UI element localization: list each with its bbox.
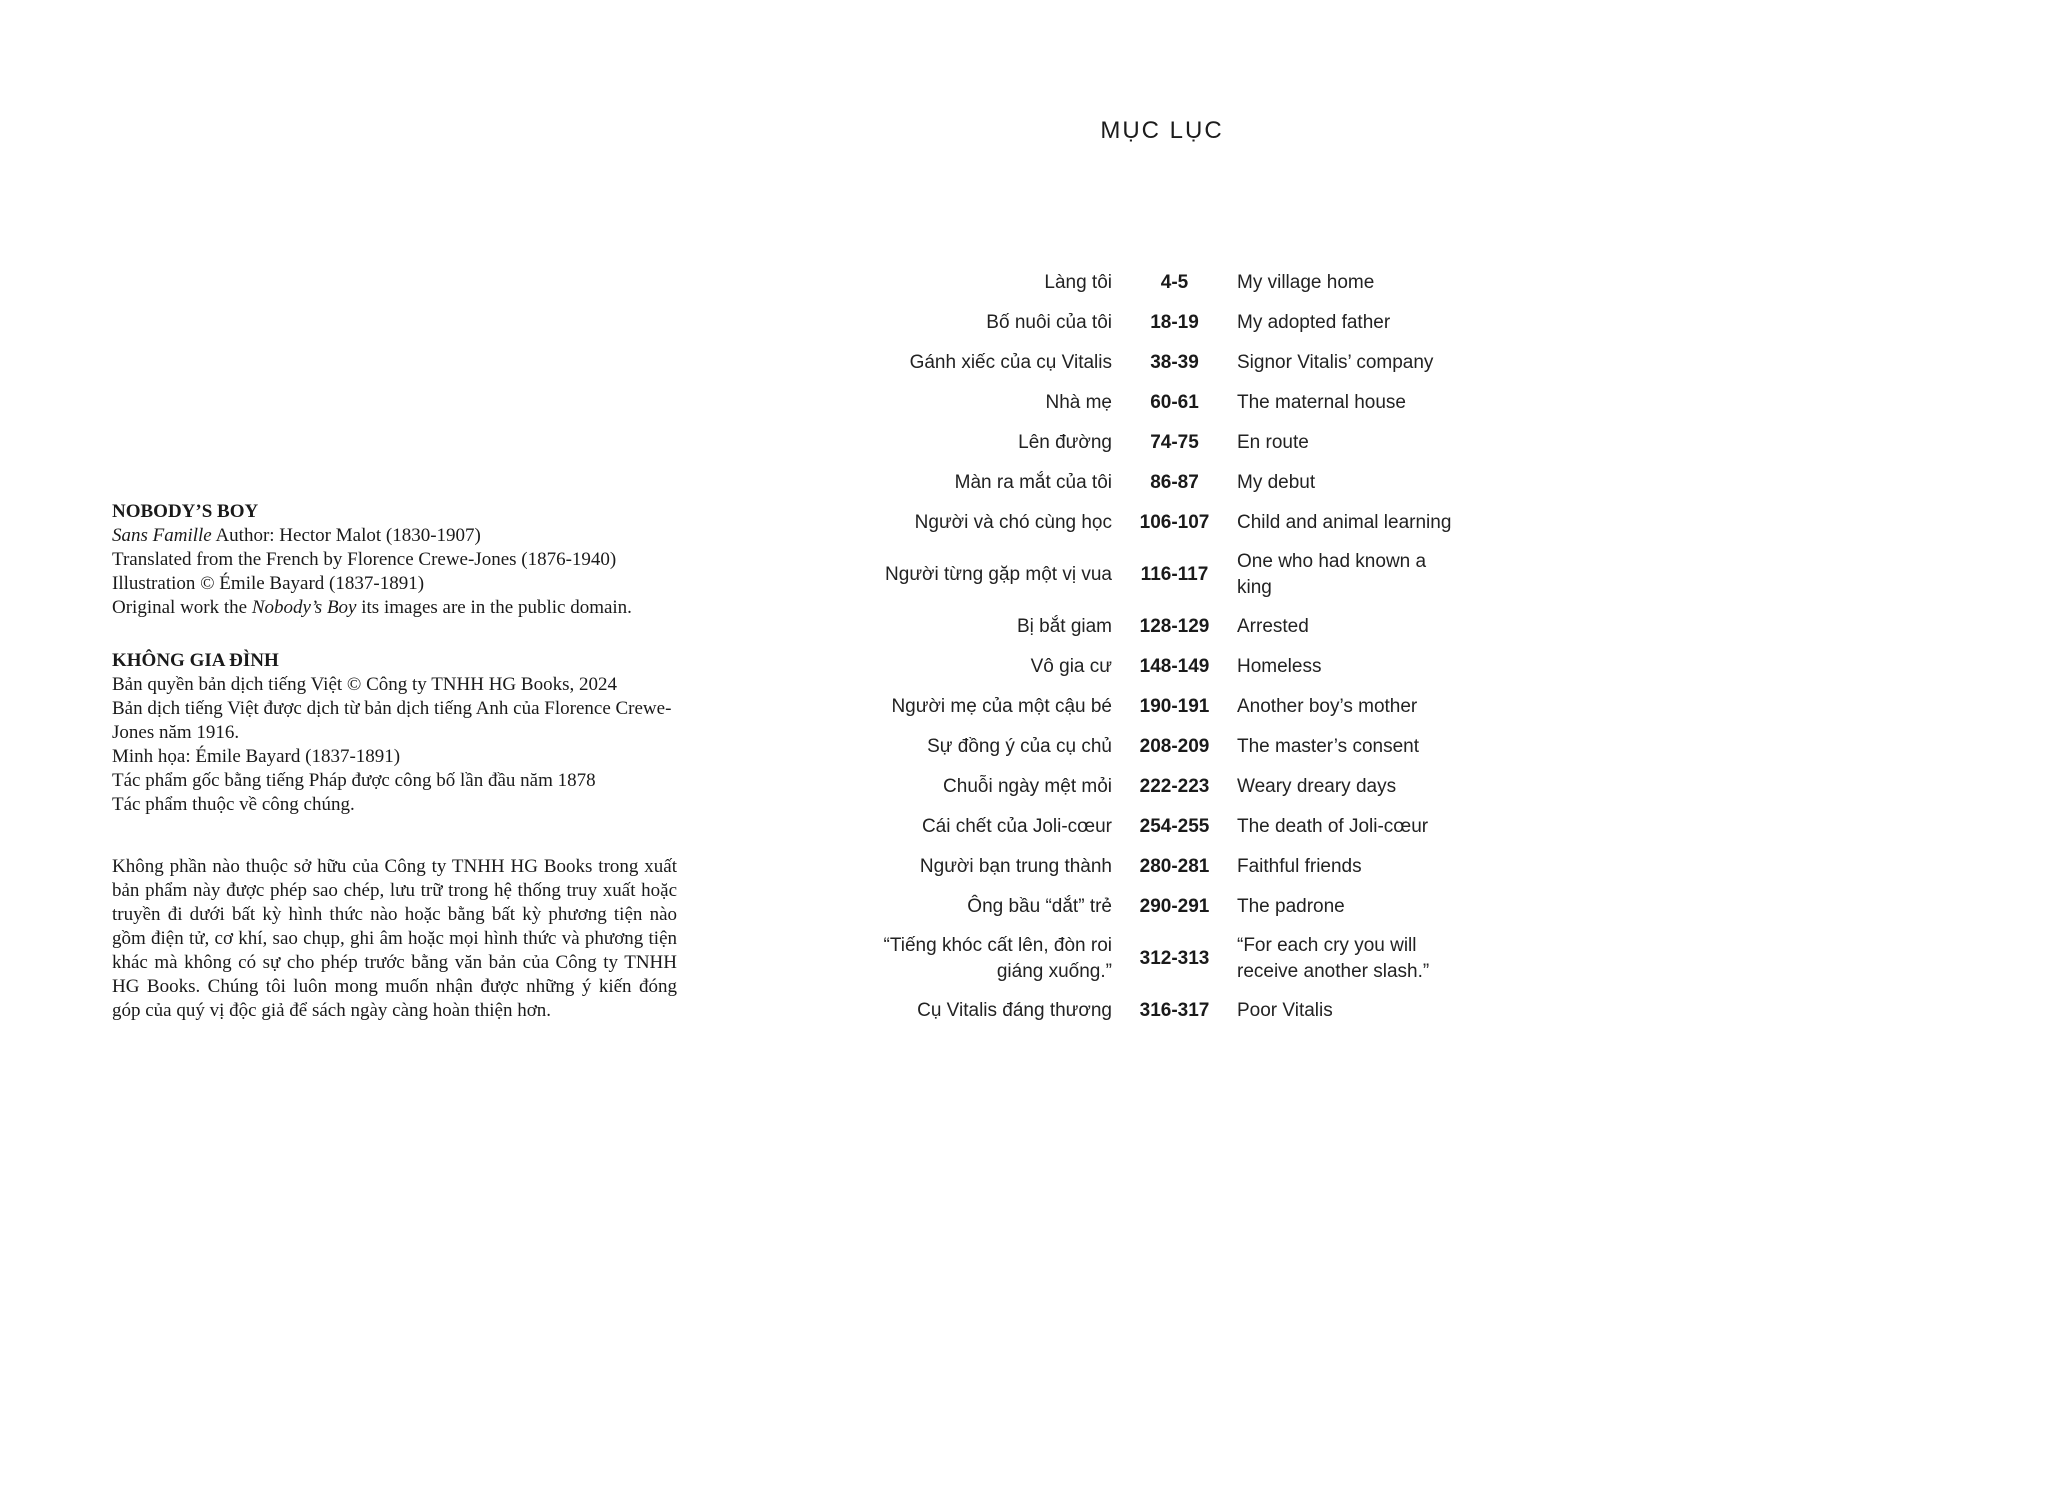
toc-title-vietnamese: Cái chết của Joli-cœur bbox=[921, 816, 1112, 837]
toc-page-range: 222-223 bbox=[1139, 776, 1210, 797]
toc-title-english: “For each cry you will receive another slash.” bbox=[1237, 935, 1430, 982]
toc-row bbox=[862, 927, 1462, 991]
toc-title-vietnamese: Chuỗi ngày mệt mỏi bbox=[943, 776, 1112, 797]
colophon-line-public-domain-vi: Tác phẩm thuộc về công chúng. bbox=[112, 794, 355, 815]
toc-title-vietnamese: Bố nuôi của tôi bbox=[986, 312, 1112, 333]
toc-row bbox=[862, 607, 1462, 647]
toc-page-range: 38-39 bbox=[1150, 352, 1199, 373]
toc-row bbox=[862, 887, 1462, 927]
toc-row bbox=[862, 991, 1462, 1031]
toc-title-english: Faithful friends bbox=[1237, 856, 1362, 877]
toc-title-vietnamese: Người mẹ của một cậu bé bbox=[891, 696, 1112, 717]
public-domain-post: its images are in the public domain. bbox=[356, 597, 632, 618]
toc-title-english: The master’s consent bbox=[1237, 736, 1419, 757]
toc-title-english: My adopted father bbox=[1237, 312, 1391, 333]
toc-page-range: 74-75 bbox=[1150, 432, 1199, 453]
toc-page-range: 208-209 bbox=[1139, 736, 1210, 757]
toc-title-english: The padrone bbox=[1237, 896, 1345, 917]
toc-page-range: 18-19 bbox=[1150, 312, 1199, 333]
toc-title-vietnamese: Người bạn trung thành bbox=[919, 856, 1112, 877]
colophon-line-copyright: Bản quyền bản dịch tiếng Việt © Công ty TNHH HG Books, 2024 bbox=[112, 674, 617, 695]
toc-title-vietnamese: Cụ Vitalis đáng thương bbox=[917, 1000, 1112, 1021]
toc-title-vietnamese: Lên đường bbox=[1018, 432, 1112, 453]
toc-title-vietnamese: Ông bầu “dắt” trẻ bbox=[967, 896, 1112, 917]
toc-page-range: 254-255 bbox=[1139, 816, 1210, 837]
toc-page-range: 4-5 bbox=[1160, 272, 1189, 293]
toc-title-vietnamese: Người từng gặp một vị vua bbox=[885, 564, 1112, 585]
toc-row bbox=[862, 503, 1462, 543]
vietnamese-work-title: KHÔNG GIA ĐÌNH bbox=[112, 650, 279, 671]
toc-title-english: One who had known a king bbox=[1237, 551, 1427, 598]
legal-notice-paragraph: Không phần nào thuộc sở hữu của Công ty TNHH HG Books trong xuất bản phẩm này được phép sao chép, lưu trữ trong hệ thống truy xuất hoặc truyền đi dưới bất kỳ hình thức nào hoặc bằng bất kỳ phương tiện nào gồm điện tử, cơ khí, sao chụp, ghi âm hoặc mọi hình thức và phương tiện khác mà không có sự cho phép trước bằng văn bản của Công ty TNHH HG Books. Chúng tôi luôn mong muốn nhận được những ý kiến đóng góp của quý vị độc giả để sách ngày càng hoàn thiện hơn. bbox=[112, 856, 677, 1021]
toc-title-vietnamese: Nhà mẹ bbox=[1045, 392, 1112, 413]
toc-row bbox=[862, 423, 1462, 463]
toc-title-english: My debut bbox=[1237, 472, 1316, 493]
toc-page-range: 60-61 bbox=[1150, 392, 1199, 413]
toc-title-english: Child and animal learning bbox=[1237, 512, 1452, 533]
toc-row bbox=[862, 847, 1462, 887]
colophon-line-first-published: Tác phẩm gốc bằng tiếng Pháp được công bố lần đầu năm 1878 bbox=[112, 770, 596, 791]
colophon-line-author bbox=[112, 524, 677, 548]
toc-title-english: The maternal house bbox=[1237, 392, 1406, 413]
vietnamese-colophon bbox=[112, 649, 677, 817]
toc-title-vietnamese: Bị bắt giam bbox=[1016, 616, 1112, 637]
english-work-title: NOBODY’S BOY bbox=[112, 501, 259, 522]
toc-title-english: Weary dreary days bbox=[1237, 776, 1397, 797]
left-page-colophon bbox=[112, 500, 677, 1023]
toc-title-vietnamese: Vô gia cư bbox=[1030, 656, 1112, 677]
colophon-line-public-domain bbox=[112, 596, 677, 620]
toc-row bbox=[862, 807, 1462, 847]
right-page-table-of-contents bbox=[862, 115, 1462, 1031]
toc-title-english: The death of Joli-cœur bbox=[1237, 816, 1429, 837]
toc-title-vietnamese: Sự đồng ý của cụ chủ bbox=[927, 736, 1112, 757]
toc-page-range: 128-129 bbox=[1139, 616, 1210, 637]
work-title-italic: Nobody’s Boy bbox=[251, 597, 357, 618]
toc-title-vietnamese: Làng tôi bbox=[1044, 272, 1112, 293]
toc-title-vietnamese: Gánh xiếc của cụ Vitalis bbox=[909, 352, 1112, 373]
toc-page-range: 312-313 bbox=[1139, 948, 1210, 969]
toc-row bbox=[862, 647, 1462, 687]
toc-row bbox=[862, 263, 1462, 303]
toc-title-english: Poor Vitalis bbox=[1237, 1000, 1333, 1021]
toc-title-vietnamese: Màn ra mắt của tôi bbox=[954, 472, 1112, 493]
english-colophon bbox=[112, 500, 677, 620]
toc-page-range: 290-291 bbox=[1139, 896, 1210, 917]
toc-title-vietnamese: Người và chó cùng học bbox=[914, 512, 1112, 533]
toc-page-range: 116-117 bbox=[1140, 564, 1209, 585]
colophon-line-translation-source: Bản dịch tiếng Việt được dịch từ bản dịch tiếng Anh của Florence Crewe-Jones năm 1916. bbox=[112, 698, 672, 743]
toc-row bbox=[862, 543, 1462, 607]
toc-page-range: 190-191 bbox=[1139, 696, 1210, 717]
colophon-line-translator: Translated from the French by Florence Crewe-Jones (1876-1940) bbox=[112, 549, 617, 570]
toc-row bbox=[862, 687, 1462, 727]
public-domain-pre: Original work the bbox=[112, 597, 252, 618]
toc-page-range: 86-87 bbox=[1150, 472, 1199, 493]
toc-title-english: My village home bbox=[1237, 272, 1375, 293]
toc-title: MỤC LỤC bbox=[1100, 117, 1224, 144]
toc-page-range: 148-149 bbox=[1139, 656, 1210, 677]
toc-row bbox=[862, 383, 1462, 423]
original-title-italic: Sans Famille bbox=[112, 525, 212, 546]
colophon-line-illustration: Illustration © Émile Bayard (1837-1891) bbox=[112, 573, 425, 594]
toc-title-vietnamese: “Tiếng khóc cất lên, đòn roi giáng xuống.” bbox=[883, 935, 1112, 982]
toc-row bbox=[862, 463, 1462, 503]
toc-page-range: 280-281 bbox=[1139, 856, 1210, 877]
toc-title-english: Signor Vitalis’ company bbox=[1237, 352, 1434, 373]
colophon-line-illustrator: Minh họa: Émile Bayard (1837-1891) bbox=[112, 746, 401, 767]
toc-title-english: Another boy’s mother bbox=[1237, 696, 1418, 717]
author-text: Author: Hector Malot (1830-1907) bbox=[211, 525, 481, 546]
toc-title-english: Homeless bbox=[1237, 656, 1322, 677]
toc-row bbox=[862, 767, 1462, 807]
toc-page-range: 106-107 bbox=[1139, 512, 1210, 533]
toc-row bbox=[862, 727, 1462, 767]
toc-title-english: En route bbox=[1237, 432, 1309, 453]
toc-row bbox=[862, 303, 1462, 343]
toc-row bbox=[862, 343, 1462, 383]
toc-title-english: Arrested bbox=[1237, 616, 1309, 637]
toc-page-range: 316-317 bbox=[1139, 1000, 1210, 1021]
toc-rows bbox=[862, 263, 1462, 1031]
